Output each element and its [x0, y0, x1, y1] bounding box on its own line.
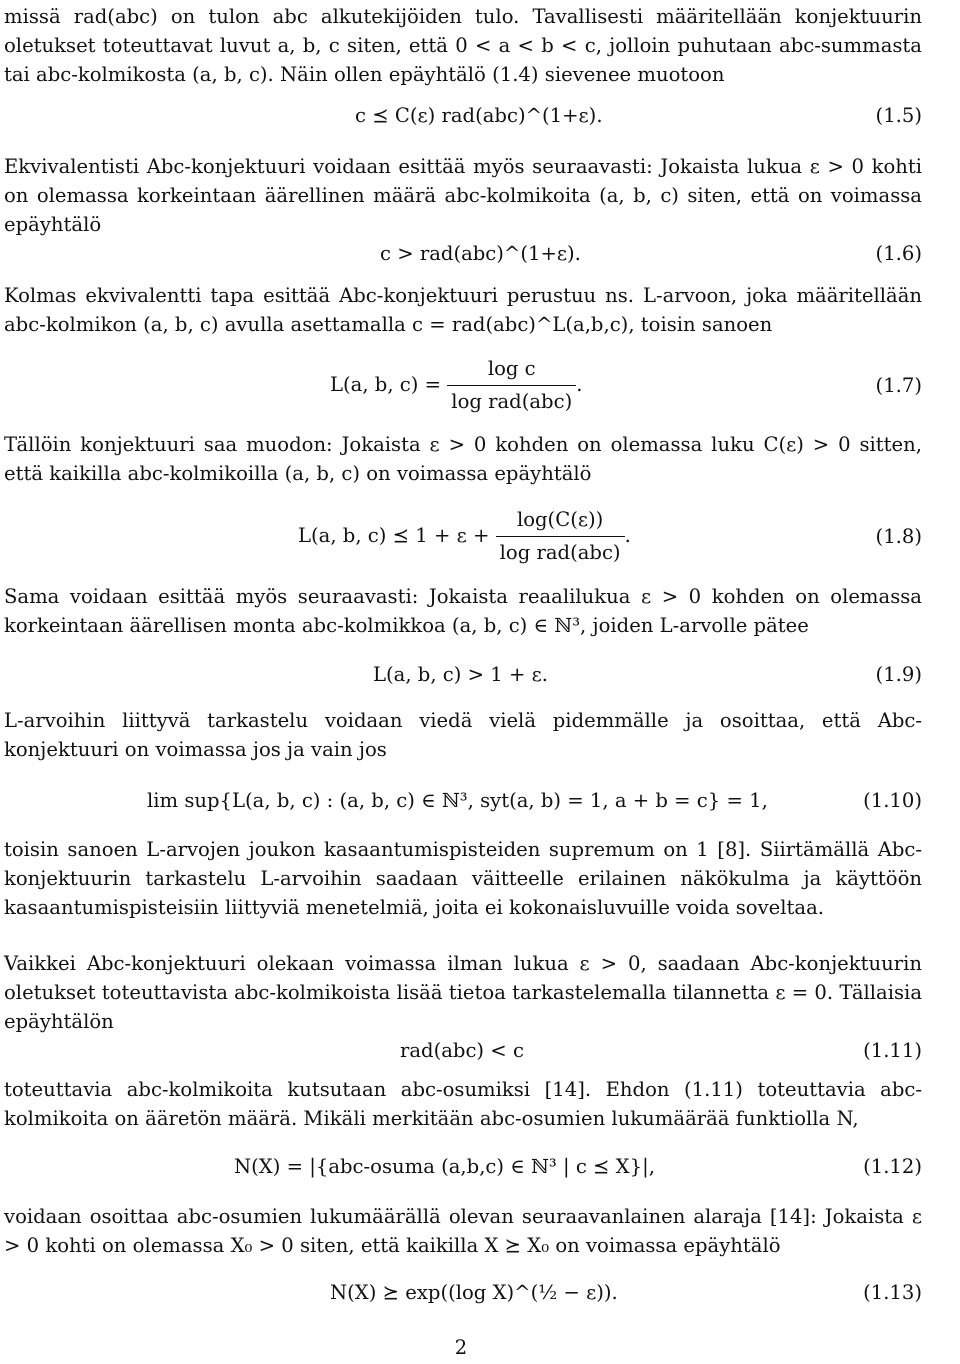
paragraph: toteuttavia abc-kolmikoita kutsutaan abc-osumiksi [14]. Ehdon (1.11) toteuttavia abc-kolmikoita on ääretön määrä. Mikäli merkitään abc-osumien lukumäärää funktiolla N, [4, 1078, 922, 1130]
equation-number: (1.9) [875, 663, 922, 686]
equation [0, 1036, 922, 1076]
equation-tail: . [576, 373, 583, 396]
equation-number: (1.6) [875, 242, 922, 265]
equation-number: (1.11) [863, 1039, 922, 1062]
equation-tail: . [624, 524, 631, 547]
fraction-denominator: log rad(abc) [451, 390, 573, 413]
paragraph: toisin sanoen L-arvojen joukon kasaantumispisteiden supremum on 1 [8]. Siirtämällä Abc-konjektuurin tarkastelu L-arvoihin saadaan väitteelle erilainen näkökulma ja käyttöön kasaantumispisteisiin liittyviä menetelmiä, joita ei kokonaisluvuille voida soveltaa. [4, 838, 922, 919]
fraction [496, 506, 625, 567]
equation-expression: N(X) = |{abc-osuma (a,b,c) ∈ ℕ³ | c ⪯ X}|, [234, 1155, 655, 1178]
equation-lhs: L(a, b, c) ⪯ 1 + ε + [298, 524, 490, 547]
equation-expression: rad(abc) < c [400, 1039, 524, 1062]
equation-expression: L(a, b, c) > 1 + ε. [373, 663, 549, 686]
equation-number: (1.10) [863, 789, 922, 812]
equation-number: (1.8) [875, 525, 922, 548]
equation [0, 660, 922, 700]
equation-expression: c ⪯ C(ε) rad(abc)^(1+ε). [355, 104, 603, 127]
equation [0, 239, 922, 279]
paragraph: Sama voidaan esittää myös seuraavasti: Jokaista reaalilukua ε > 0 kohden on olemassa korkeintaan äärellisen monta abc-kolmikkoa (a, b, c) ∈ ℕ³, joiden L-arvolle pätee [4, 585, 922, 637]
paragraph: L-arvoihin liittyvä tarkastelu voidaan viedä vielä pidemmälle ja osoittaa, että Abc-konjektuuri on voimassa jos ja vain jos [4, 709, 922, 761]
page-number: 2 [454, 1336, 468, 1359]
equation-lhs: L(a, b, c) = [330, 373, 442, 396]
fraction-denominator: log rad(abc) [499, 541, 621, 564]
equation-number: (1.5) [875, 104, 922, 127]
paragraph: Kolmas ekvivalentti tapa esittää Abc-konjektuuri perustuu ns. L-arvoon, joka määritellään abc-kolmikon (a, b, c) avulla asettamalla c = rad(abc)^L(a,b,c), toisin sanoen [4, 284, 922, 336]
fraction-numerator: log(C(ε)) [496, 506, 625, 537]
paragraph: Vaikkei Abc-konjektuuri olekaan voimassa ilman lukua ε > 0, saadaan Abc-konjektuurin oletukset toteuttavista abc-kolmikoista lisää tietoa tarkastelemalla tilannetta ε = 0. Tällaisia epäyhtälön [4, 952, 922, 1033]
equation-number: (1.13) [863, 1281, 922, 1304]
paragraph: Ekvivalentisti Abc-konjektuuri voidaan esittää myös seuraavasti: Jokaista lukua ε > 0 kohti on olemassa korkeintaan äärellinen määrä abc-kolmikoita (a, b, c) siten, että on voimassa epäyhtälö [4, 155, 922, 236]
equation [0, 786, 922, 826]
equation [0, 506, 922, 570]
equation [0, 1152, 922, 1192]
equation-number: (1.12) [863, 1155, 922, 1178]
fraction [447, 355, 576, 416]
equation [0, 355, 922, 419]
equation-expression: c > rad(abc)^(1+ε). [380, 242, 581, 265]
equation-expression: lim sup{L(a, b, c) : (a, b, c) ∈ ℕ³, syt(a, b) = 1, a + b = c} = 1, [147, 789, 768, 812]
fraction-numerator: log c [447, 355, 576, 386]
equation [0, 1278, 922, 1318]
paragraph: missä rad(abc) on tulon abc alkutekijöiden tulo. Tavallisesti määritellään konjektuurin oletukset toteuttavat luvut a, b, c siten, että 0 < a < b < c, jolloin puhutaan abc-summasta tai abc-kolmikosta (a, b, c). Näin ollen epäyhtälö (1.4) sievenee muotoon [4, 5, 922, 86]
paragraph: voidaan osoittaa abc-osumien lukumäärällä olevan seuraavanlainen alaraja [14]: Jokaista ε > 0 kohti on olemassa X₀ > 0 siten, että kaikilla X ⪰ X₀ on voimassa epäyhtälö [4, 1205, 922, 1257]
equation-expression: N(X) ⪰ exp((log X)^(½ − ε)). [330, 1281, 618, 1304]
equation [0, 101, 922, 141]
paragraph: Tällöin konjektuuri saa muodon: Jokaista ε > 0 kohden on olemassa luku C(ε) > 0 sitten, että kaikilla abc-kolmikoilla (a, b, c) on voimassa epäyhtälö [4, 433, 922, 485]
equation-number: (1.7) [875, 374, 922, 397]
